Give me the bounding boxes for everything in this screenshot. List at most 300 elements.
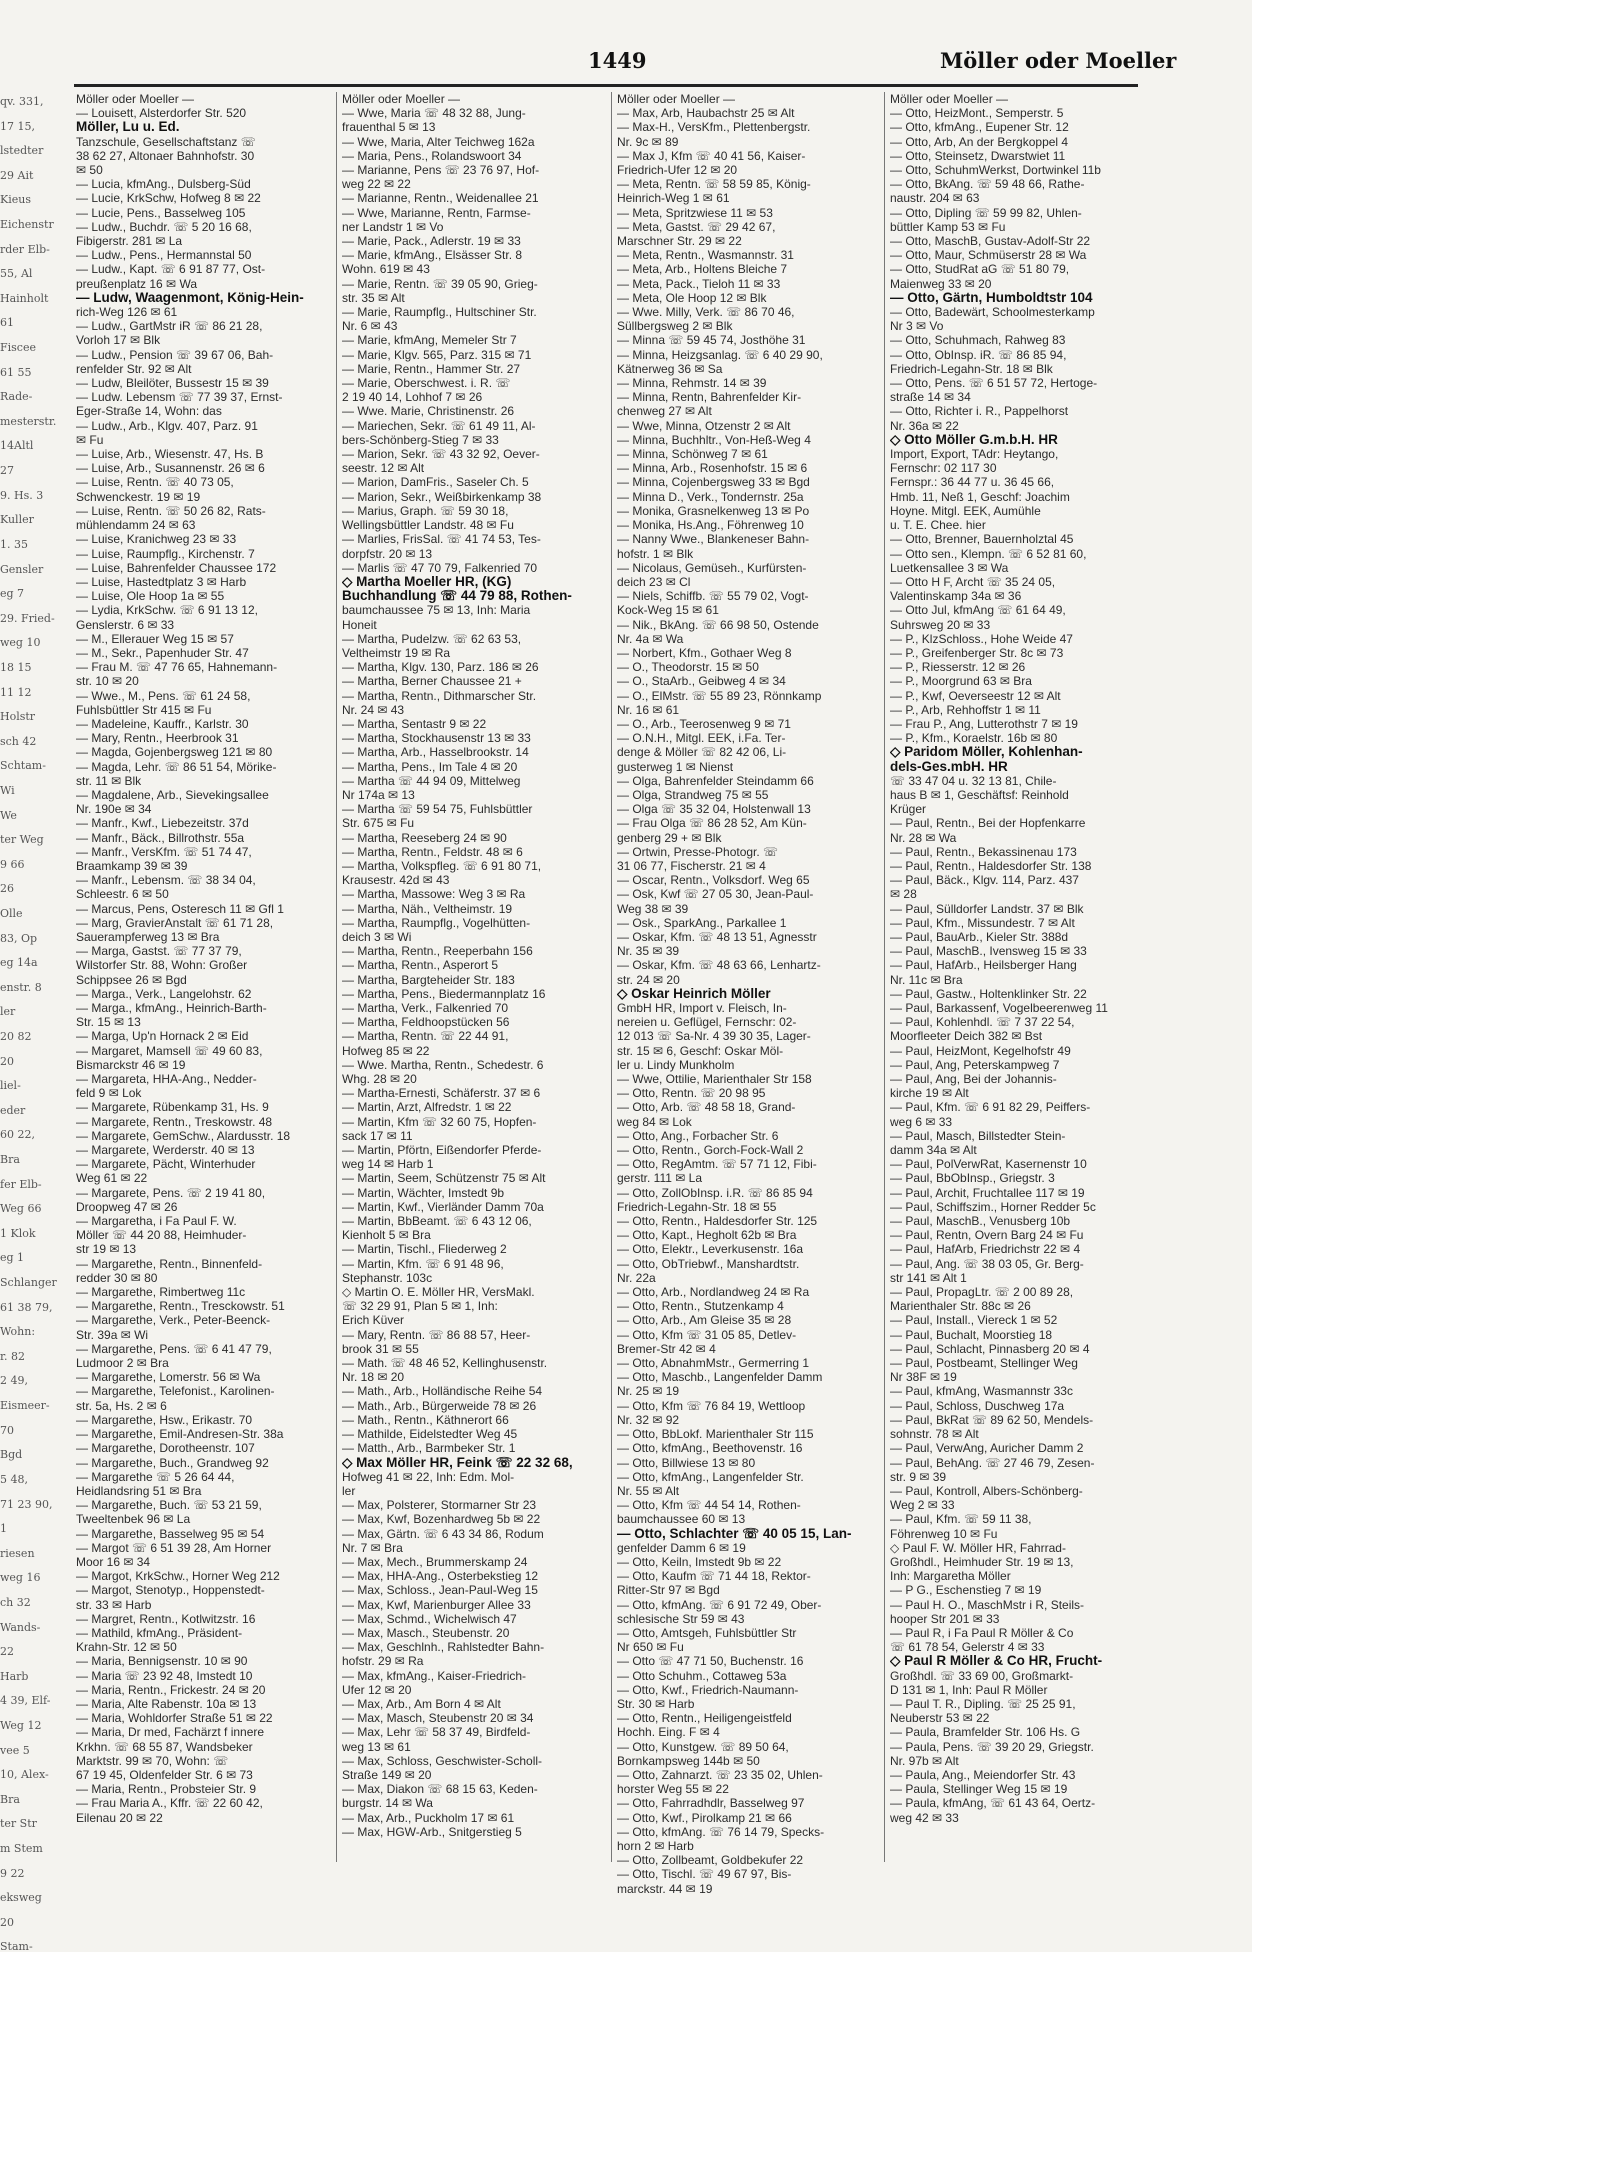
directory-entry: Nr 3 ✉ Vo xyxy=(890,319,944,334)
directory-entry: Großhdl. ☏ 33 69 00, Großmarkt- xyxy=(890,1668,1074,1683)
directory-entry: — Marie, Pack., Adlerstr. 19 ✉ 33 xyxy=(342,234,521,249)
directory-entry: — O., Arb., Teerosenweg 9 ✉ 71 xyxy=(617,716,791,731)
directory-entry: — Frau Maria A., Kffr. ☏ 22 60 42, xyxy=(76,1796,263,1811)
directory-entry: Krkhn. ☏ 68 55 87, Wandsbeker xyxy=(76,1739,253,1754)
directory-entry: — Ludw., GartMstr iR ☏ 86 21 28, xyxy=(76,319,263,334)
directory-entry: Hofweg 85 ✉ 22 xyxy=(342,1043,430,1058)
gutter-text: 20 xyxy=(0,1915,14,1929)
directory-entry: Ludmoor 2 ✉ Bra xyxy=(76,1356,169,1371)
directory-entry: Nr 650 ✉ Fu xyxy=(617,1640,684,1655)
directory-entry: — Otto, Schlachter ☏ 40 05 15, Lan- xyxy=(617,1526,852,1541)
directory-entry: — Maria, Pens., Rolandswoort 34 xyxy=(342,148,522,163)
directory-entry: — Otto, Richter i. R., Pappelhorst xyxy=(890,404,1069,419)
directory-entry: — Paul R, i Fa Paul R Möller & Co xyxy=(890,1625,1074,1640)
directory-entry: Nr. 18 ✉ 20 xyxy=(342,1370,405,1385)
gutter-text: Wands- xyxy=(0,1620,41,1634)
directory-entry: — Lucie, Pens., Basselweg 105 xyxy=(76,205,246,220)
directory-entry: — Paul, Kfm. ☏ 59 11 38, xyxy=(890,1512,1032,1527)
directory-entry: — Martin, Tischl., Fliederweg 2 xyxy=(342,1242,507,1257)
directory-entry: — Margarethe, Buch. ☏ 53 21 59, xyxy=(76,1498,262,1513)
directory-entry: Ufer 12 ✉ 20 xyxy=(342,1682,412,1697)
directory-entry: — Otto, kfmAng. ☏ 76 14 79, Specks- xyxy=(617,1824,825,1839)
directory-entry: — Math., Rentn., Käthnerort 66 xyxy=(342,1412,509,1427)
gutter-text: 10, Alex- xyxy=(0,1768,49,1782)
directory-entry: — Paul, HeizMont, Kegelhofstr 49 xyxy=(890,1043,1071,1058)
directory-entry: Krüger xyxy=(890,802,927,817)
directory-entry: — Otto ☏ 47 71 50, Buchenstr. 16 xyxy=(617,1654,804,1669)
directory-entry: Krausestr. 42d ✉ 43 xyxy=(342,873,450,888)
directory-entry: kirche 19 ✉ Alt xyxy=(890,1086,969,1101)
directory-entry: — Frau P., Ang, Lutterothstr 7 ✉ 19 xyxy=(890,716,1078,731)
directory-entry: Nr. 7 ✉ Bra xyxy=(342,1540,403,1555)
directory-entry: — Louisett, Alsterdorfer Str. 520 xyxy=(76,106,247,121)
directory-entry: — Otto, ZollObInsp. i.R. ☏ 86 85 94 xyxy=(617,1185,813,1200)
directory-entry: — Otto, Schuhmach, Rahweg 83 xyxy=(890,333,1066,348)
directory-entry: — Margarete, Werderstr. 40 ✉ 13 xyxy=(76,1143,255,1158)
directory-entry: sohnstr. 78 ✉ Alt xyxy=(890,1427,979,1442)
directory-entry: — Paul, Ang. ☏ 38 03 05, Gr. Berg- xyxy=(890,1256,1084,1271)
gutter-text: 60 22, xyxy=(0,1128,35,1142)
directory-entry: — Magda, Gojenbergsweg 121 ✉ 80 xyxy=(76,745,273,760)
gutter-text: 55, Al xyxy=(0,267,33,281)
directory-entry: — Max-H., VersKfm., Plettenbergstr. xyxy=(617,120,811,135)
directory-entry: — Osk., SparkAng., Parkallee 1 xyxy=(617,915,787,930)
directory-entry: — Paula, Ang., Meiendorfer Str. 43 xyxy=(890,1767,1076,1782)
directory-entry: — O.N.H., Mitgl. EEK, i.Fa. Ter- xyxy=(617,731,786,746)
directory-entry: horster Weg 55 ✉ 22 xyxy=(617,1782,729,1797)
directory-entry: — Paul, Barkassenf, Vogelbeerenweg 11 xyxy=(890,1001,1108,1015)
directory-entry: — Otto, Rentn., Haldesdorfer Str. 125 xyxy=(617,1214,818,1229)
gutter-text: Stam- xyxy=(0,1940,33,1952)
directory-entry: — P G., Eschenstieg 7 ✉ 19 xyxy=(890,1583,1042,1598)
directory-entry: 38 62 27, Altonaer Bahnhofstr. 30 xyxy=(76,148,255,163)
directory-entry: — Otto, Elektr., Leverkusenstr. 16a xyxy=(617,1242,804,1257)
directory-entry: — Martha, Rentn. ☏ 22 44 91, xyxy=(342,1029,509,1044)
directory-entry: Straße 149 ✉ 20 xyxy=(342,1767,432,1782)
directory-entry: Nr. 35 ✉ 39 xyxy=(617,944,680,959)
directory-column-1 xyxy=(76,92,340,1825)
directory-entry: deich 23 ✉ Cl xyxy=(617,574,691,589)
directory-entry: — Otto, RegAmtm. ☏ 57 71 12, Fibi- xyxy=(617,1157,817,1172)
directory-entry: Eilenau 20 ✉ 22 xyxy=(76,1810,163,1825)
directory-entry: — Martin, Arzt, Alfredstr. 1 ✉ 22 xyxy=(342,1100,512,1115)
directory-entry: — Marga., Verk., Langelohstr. 62 xyxy=(76,986,252,1001)
directory-entry: weg 13 ✉ 61 xyxy=(342,1739,411,1754)
directory-entry: — Monika, Grasnelkenweg 13 ✉ Po xyxy=(617,503,810,518)
directory-entry: Möller oder Moeller — xyxy=(342,92,461,106)
gutter-text: ter Weg xyxy=(0,833,44,847)
gutter-text: We xyxy=(0,808,17,822)
directory-entry: — Ludw., Pens., Hermannstal 50 xyxy=(76,248,252,263)
directory-entry: seestr. 12 ✉ Alt xyxy=(342,461,425,476)
directory-entry: — Olga ☏ 35 32 04, Holstenwall 13 xyxy=(617,802,811,817)
directory-entry: — Otto, Keiln, Imstedt 9b ✉ 22 xyxy=(617,1554,782,1569)
directory-entry: Tanzschule, Gesellschaftstanz ☏ xyxy=(76,134,256,149)
directory-entry: Hoyne. Mitgl. EEK, Aumühle xyxy=(890,503,1041,518)
directory-entry: deich 3 ✉ Wi xyxy=(342,929,412,944)
directory-entry: — Luise, Rentn. ☏ 40 73 05, xyxy=(76,475,234,490)
directory-entry: — Mary, Rentn., Heerbrook 31 xyxy=(76,731,239,746)
directory-entry: Wellingsbüttler Landstr. 48 ✉ Fu xyxy=(342,518,514,533)
directory-entry: — Margarete, Rübenkamp 31, Hs. 9 xyxy=(76,1100,269,1115)
directory-entry: — Otto, Rentn., Stutzenkamp 4 xyxy=(617,1299,784,1314)
directory-entry: — Luise, Raumpflg., Kirchenstr. 7 xyxy=(76,546,255,561)
directory-entry: — Paul, Rentn., Bei der Hopfenkarre xyxy=(890,816,1086,831)
directory-entry: — Otto, Tischl. ☏ 49 67 97, Bis- xyxy=(617,1867,792,1882)
directory-entry: — Margarethe, Rentn., Tresckowstr. 51 xyxy=(76,1299,285,1314)
directory-entry: — Marius, Graph. ☏ 59 30 18, xyxy=(342,503,509,518)
directory-entry: Schippsee 26 ✉ Bgd xyxy=(76,972,187,987)
directory-entry: — Martha, Sentastr 9 ✉ 22 xyxy=(342,716,487,731)
directory-entry: Fuhlsbüttler Str 415 ✉ Fu xyxy=(76,702,212,717)
directory-entry: Nr. 32 ✉ 92 xyxy=(617,1412,680,1427)
directory-entry: Fernspr.: 36 44 77 u. 36 45 66, xyxy=(890,475,1055,490)
directory-entry: str. 33 ✉ Harb xyxy=(76,1597,152,1612)
gutter-text: eg 14a xyxy=(0,956,38,970)
directory-entry: — Martha ☏ 59 54 75, Fuhlsbüttler xyxy=(342,802,533,817)
directory-entry: — Otto, Rentn., Heiligengeistfeld xyxy=(617,1711,792,1726)
directory-entry: — Paul, PropagLtr. ☏ 2 00 89 28, xyxy=(890,1285,1074,1300)
gutter-text: Hainholt xyxy=(0,291,49,305)
directory-entry: — Max, HGW-Arb., Snitgerstieg 5 xyxy=(342,1824,522,1839)
directory-entry: — Paul, Rentn., Bekassinenau 173 xyxy=(890,844,1077,859)
gutter-text: 29 Ait xyxy=(0,168,34,182)
directory-entry: — Martha, Pens., Im Tale 4 ✉ 20 xyxy=(342,759,518,774)
directory-entry: — Paul, VerwAng, Auricher Damm 2 xyxy=(890,1441,1084,1456)
directory-entry: 31 06 77, Fischerstr. 21 ✉ 4 xyxy=(617,858,766,873)
directory-entry: damm 34a ✉ Alt xyxy=(890,1143,977,1158)
directory-entry: — Martha, Feldhoopstücken 56 xyxy=(342,1015,510,1030)
gutter-text: eder xyxy=(0,1103,26,1117)
directory-entry: — Minna, Schönweg 7 ✉ 61 xyxy=(617,447,768,462)
directory-entry: — Maria, Rentn., Frickestr. 24 ✉ 20 xyxy=(76,1682,266,1697)
directory-entry: — Mathilde, Eidelstedter Weg 45 xyxy=(342,1427,518,1442)
directory-entry: — Otto, StudRat aG ☏ 51 80 79, xyxy=(890,262,1070,277)
directory-entry: — Math. ☏ 48 46 52, Kellinghusenstr. xyxy=(342,1356,548,1371)
directory-entry: — Oskar, Kfm. ☏ 48 63 66, Lenhartz- xyxy=(617,958,821,973)
gutter-text: mesterstr. xyxy=(0,414,57,428)
directory-entry: — Max, Schmd., Wichelwisch 47 xyxy=(342,1611,517,1626)
directory-column-2 xyxy=(342,92,606,1839)
directory-column-3 xyxy=(617,92,881,1896)
directory-entry: horn 2 ✉ Harb xyxy=(617,1838,694,1853)
directory-entry: Droopweg 47 ✉ 26 xyxy=(76,1199,178,1214)
directory-entry: — Luise, Ole Hoop 1a ✉ 55 xyxy=(76,589,225,604)
directory-entry: Bornkampsweg 144b ✉ 50 xyxy=(617,1753,760,1768)
directory-entry: Möller oder Moeller — xyxy=(76,92,195,106)
directory-entry: — Marie, Oberschwest. i. R. ☏ xyxy=(342,376,511,391)
directory-entry: — Minna, Heizgsanlag. ☏ 6 40 29 90, xyxy=(617,347,823,362)
directory-entry: — Otto, HeizMont., Semperstr. 5 xyxy=(890,106,1064,121)
directory-entry: — Matth., Arb., Barmbeker Str. 1 xyxy=(342,1441,516,1456)
directory-entry: — Otto, Badewärt, Schoolmesterkamp xyxy=(890,305,1095,320)
directory-entry: — P., Arb, Rehhoffstr 1 ✉ 11 xyxy=(890,702,1041,717)
directory-entry: ler u. Lindy Munkholm xyxy=(617,1057,735,1072)
directory-entry: — Paul, Archit, Fruchtallee 117 ✉ 19 xyxy=(890,1185,1085,1200)
directory-entry: burgstr. 14 ✉ Wa xyxy=(342,1796,433,1811)
directory-entry: — M., Ellerauer Weg 15 ✉ 57 xyxy=(76,631,234,646)
directory-entry: schlesische Str 59 ✉ 43 xyxy=(617,1611,745,1626)
directory-entry: — Lucie, KrkSchw, Hofweg 8 ✉ 22 xyxy=(76,191,261,206)
directory-entry: — Martha, Raumpflg., Vogelhütten- xyxy=(342,915,531,930)
directory-entry: — Monika, Hs.Ang., Föhrenweg 10 xyxy=(617,518,804,533)
directory-entry: — Wwe. Milly, Verk. ☏ 86 70 46, xyxy=(617,305,795,320)
directory-entry: gusterweg 1 ✉ Nienst xyxy=(617,759,734,774)
gutter-text: 18 15 xyxy=(0,660,32,674)
directory-entry: — Martha, Massowe: Weg 3 ✉ Ra xyxy=(342,887,526,902)
directory-entry: Nr. 25 ✉ 19 xyxy=(617,1384,680,1399)
directory-entry: str. 24 ✉ 20 xyxy=(617,972,680,987)
directory-entry: — Ludw., Buchdr. ☏ 5 20 16 68, xyxy=(76,219,252,234)
directory-entry: — Otto, Maur, Schmüserstr 28 ✉ Wa xyxy=(890,248,1087,263)
directory-entry: — Max, Polsterer, Stormarner Str 23 xyxy=(342,1498,537,1513)
directory-entry: — Otto H F, Archt ☏ 35 24 05, xyxy=(890,574,1056,589)
directory-entry: — Maria, Dr med, Fachärzt f innere xyxy=(76,1725,265,1740)
directory-entry: — Marie, kfmAng., Elsässer Str. 8 xyxy=(342,248,523,263)
directory-entry: — Paul, Sülldorfer Landstr. 37 ✉ Blk xyxy=(890,901,1084,916)
directory-entry: — Ludw. Lebensm ☏ 77 39 37, Ernst- xyxy=(76,390,283,405)
directory-entry: — Marlis ☏ 47 70 79, Falkenried 70 xyxy=(342,560,538,575)
gutter-text: liel- xyxy=(0,1079,21,1093)
directory-entry: Marktstr. 99 ✉ 70, Wohn: ☏ xyxy=(76,1753,229,1768)
gutter-text: Weg 12 xyxy=(0,1718,42,1732)
gutter-text: 61 55 xyxy=(0,365,32,379)
directory-entry: — Paul, Kontroll, Albers-Schönberg- xyxy=(890,1483,1083,1498)
directory-entry: — Max, Gärtn. ☏ 6 43 34 86, Rodum xyxy=(342,1526,544,1541)
directory-entry: Möller oder Moeller — xyxy=(890,92,1009,106)
gutter-text: Harb xyxy=(0,1669,29,1683)
directory-entry: — Nik., BkAng. ☏ 66 98 50, Ostende xyxy=(617,617,819,632)
directory-entry: — Maria, Wohldorfer Straße 51 ✉ 22 xyxy=(76,1711,273,1726)
directory-entry: — Martha, Arb., Hasselbrookstr. 14 xyxy=(342,745,529,760)
directory-entry: — Marion, Sekr., Weißbirkenkamp 38 xyxy=(342,489,542,504)
directory-entry: Nr. 16 ✉ 61 xyxy=(617,702,680,717)
directory-entry: Genslerstr. 6 ✉ 33 xyxy=(76,617,175,632)
directory-entry: Nr 38F ✉ 19 xyxy=(890,1370,957,1385)
directory-entry: — Margaretha, i Fa Paul F. W. xyxy=(76,1214,237,1229)
directory-entry: — Wwe. Martha, Rentn., Schedestr. 6 xyxy=(342,1057,544,1072)
directory-entry: — Meta, Arb., Holtens Bleiche 7 xyxy=(617,262,788,277)
directory-entry: — Otto, Dipling ☏ 59 99 82, Uhlen- xyxy=(890,205,1082,220)
directory-entry: Nr. 9c ✉ 89 xyxy=(617,134,679,149)
directory-entry: — Margarethe, Dorotheenstr. 107 xyxy=(76,1441,255,1456)
directory-entry: — Max, Schloss, Geschwister-Scholl- xyxy=(342,1753,543,1768)
gutter-text: Weg 66 xyxy=(0,1202,42,1216)
page-number: 1449 xyxy=(588,48,647,73)
directory-entry: — Magda, Lehr. ☏ 86 51 54, Mörike- xyxy=(76,759,277,774)
directory-entry: — Otto, Kfm ☏ 76 84 19, Wettloop xyxy=(617,1398,806,1413)
directory-entry: ◇ Paul R Möller & Co HR, Frucht- xyxy=(890,1654,1103,1669)
directory-entry: — Luise, Bahrenfelder Chaussee 172 xyxy=(76,560,277,575)
directory-entry: — Minna, Arb., Rosenhofstr. 15 ✉ 6 xyxy=(617,461,808,476)
directory-entry: Moor 16 ✉ 34 xyxy=(76,1554,151,1569)
directory-entry: Weg 61 ✉ 22 xyxy=(76,1171,148,1186)
gutter-text: eg 7 xyxy=(0,587,25,601)
directory-entry: — Margarethe, Telefonist., Karolinen- xyxy=(76,1384,275,1399)
directory-entry: büttler Kamp 53 ✉ Fu xyxy=(890,219,1006,234)
gutter-text: ter Str xyxy=(0,1817,37,1831)
directory-entry: — Paul, Buchalt, Moorstieg 18 xyxy=(890,1327,1053,1342)
directory-entry: Nr. 24 ✉ 43 xyxy=(342,702,405,717)
directory-entry: — Paul, Kohlenhdl. ☏ 7 37 22 54, xyxy=(890,1015,1075,1030)
directory-entry: — Paul, Kfm. ☏ 6 91 82 29, Peiffers- xyxy=(890,1100,1091,1115)
directory-entry: renfelder Str. 92 ✉ Alt xyxy=(76,361,192,376)
directory-entry: Ritter-Str 97 ✉ Bgd xyxy=(617,1583,720,1598)
directory-entry: — Paul, MaschB., Venusberg 10b xyxy=(890,1214,1071,1229)
directory-entry: str. 10 ✉ 20 xyxy=(76,674,139,689)
directory-entry: — Ludw., Kapt. ☏ 6 91 87 77, Ost- xyxy=(76,262,266,277)
directory-entry: rich-Weg 126 ✉ 61 xyxy=(76,305,178,320)
directory-entry: — Ludw., Pension ☏ 39 67 06, Bah- xyxy=(76,347,274,362)
gutter-text: 11 12 xyxy=(0,685,32,699)
gutter-text: 27 xyxy=(0,464,14,478)
directory-entry: — Martha, Verk., Falkenried 70 xyxy=(342,1001,509,1015)
directory-entry: — Paul, Masch, Billstedter Stein- xyxy=(890,1128,1066,1143)
directory-entry: Vorloh 17 ✉ Blk xyxy=(76,333,161,348)
directory-entry: — Ludw, Waagenmont, König-Hein- xyxy=(76,290,304,305)
gutter-text: Gensler xyxy=(0,562,44,576)
directory-entry: — Martha, Reeseberg 24 ✉ 90 xyxy=(342,830,507,845)
directory-entry: Moorfleeter Deich 382 ✉ Bst xyxy=(890,1029,1043,1044)
directory-entry: Buchhandlung ☏ 44 79 88, Rothen- xyxy=(342,589,572,604)
directory-entry: Friedrich-Legahn-Str. 18 ✉ 55 xyxy=(617,1199,777,1214)
gutter-text: 61 38 79, xyxy=(0,1300,53,1314)
directory-entry: brook 31 ✉ 55 xyxy=(342,1341,419,1356)
directory-entry: — Margarethe, Lomerstr. 56 ✉ Wa xyxy=(76,1370,261,1385)
directory-entry: — Oscar, Rentn., Volksdorf. Weg 65 xyxy=(617,873,810,888)
directory-entry: — Margarethe, Pens. ☏ 6 41 47 79, xyxy=(76,1341,272,1356)
directory-entry: — Otto, kfmAng. ☏ 6 91 72 49, Ober- xyxy=(617,1597,822,1612)
directory-entry: — Max, kfmAng., Kaiser-Friedrich- xyxy=(342,1668,527,1683)
directory-entry: — Otto, Arb. ☏ 48 58 18, Grand- xyxy=(617,1100,796,1115)
gutter-text: Wohn: xyxy=(0,1325,36,1339)
directory-entry: — Margarete, Rentn., Treskowstr. 48 xyxy=(76,1114,273,1129)
gutter-text: 1. 35 xyxy=(0,537,28,551)
directory-entry: denge & Möller ☏ 82 42 06, Li- xyxy=(617,745,787,760)
directory-entry: — Paula, Stellinger Weg 15 ✉ 19 xyxy=(890,1782,1068,1797)
directory-entry: — Marga., kfmAng., Heinrich-Barth- xyxy=(76,1001,267,1015)
directory-entry: Nr. 190e ✉ 34 xyxy=(76,802,152,817)
directory-entry: ◇ Otto Möller G.m.b.H. HR xyxy=(890,432,1058,447)
gutter-text: lstedter xyxy=(0,144,44,158)
directory-entry: Schwenckestr. 19 ✉ 19 xyxy=(76,489,201,504)
directory-entry: — Otto, Billwiese 13 ✉ 80 xyxy=(617,1455,756,1470)
directory-entry: str. 11 ✉ Blk xyxy=(76,773,142,788)
directory-entry: — Wwe, Minna, Otzenstr 2 ✉ Alt xyxy=(617,418,791,433)
directory-entry: gerstr. 111 ✉ La xyxy=(617,1171,702,1186)
directory-entry: — Otto, Kaufm ☏ 71 44 18, Rektor- xyxy=(617,1569,811,1584)
directory-entry: Fernschr: 02 117 30 xyxy=(890,461,997,476)
gutter-text: fer Elb- xyxy=(0,1177,42,1191)
directory-entry: Sauerampferweg 13 ✉ Bra xyxy=(76,929,220,944)
directory-entry: — Otto, Steinsetz, Dwarstwiet 11 xyxy=(890,148,1066,163)
directory-entry: — Otto, Kunstgew. ☏ 89 50 64, xyxy=(617,1739,789,1754)
directory-entry: — Margot ☏ 6 51 39 28, Am Horner xyxy=(76,1540,272,1555)
directory-entry: — Maria ☏ 23 92 48, Imstedt 10 xyxy=(76,1668,253,1683)
gutter-text: Kuller xyxy=(0,513,34,527)
directory-entry: Braamkamp 39 ✉ 39 xyxy=(76,858,188,873)
gutter-text: 14Altl xyxy=(0,439,34,453)
directory-entry: — Paul, Schloss, Duschweg 17a xyxy=(890,1398,1065,1413)
directory-entry: — Max, Geschlnh., Rahlstedter Bahn- xyxy=(342,1640,545,1655)
directory-entry: — Max, Schloss., Jean-Paul-Weg 15 xyxy=(342,1583,538,1598)
directory-entry: — Martha, Pens., Biedermannplatz 16 xyxy=(342,986,546,1001)
directory-entry: Hofweg 41 ✉ 22, Inh: Edm. Mol- xyxy=(342,1469,515,1484)
directory-entry: — Nanny Wwe., Blankeneser Bahn- xyxy=(617,532,810,547)
directory-entry: — Minna, Cojenbergsweg 33 ✉ Bgd xyxy=(617,475,810,490)
directory-entry: — Luise, Hastedtplatz 3 ✉ Harb xyxy=(76,574,247,589)
directory-entry: — Martha-Ernesti, Schäferstr. 37 ✉ 6 xyxy=(342,1086,541,1101)
directory-entry: ◇ Max Möller HR, Feink ☏ 22 32 68, xyxy=(342,1455,573,1470)
directory-entry: feld 9 ✉ Lok xyxy=(76,1086,142,1101)
directory-entry: — Otto, Arb., Nordlandweg 24 ✉ Ra xyxy=(617,1285,810,1300)
directory-entry: — Paul, HafArb, Friedrichstr 22 ✉ 4 xyxy=(890,1242,1081,1257)
directory-entry: Weg 38 ✉ 39 xyxy=(617,901,689,916)
directory-entry: — Otto, ObInsp. iR. ☏ 86 85 94, xyxy=(890,347,1067,362)
gutter-text: ler xyxy=(0,1005,16,1019)
directory-entry: — Otto, AbnahmMstr., Germerring 1 xyxy=(617,1356,810,1371)
gutter-text: Eismeer- xyxy=(0,1399,50,1413)
directory-entry: — Marianne, Rentn., Weidenallee 21 xyxy=(342,191,539,206)
gutter-text: rder Elb- xyxy=(0,242,50,256)
directory-entry: — Paula, Bramfelder Str. 106 Hs. G xyxy=(890,1725,1081,1740)
gutter-text: Fiscee xyxy=(0,341,36,355)
column-divider xyxy=(611,92,612,1862)
directory-entry: ✉ 50 xyxy=(76,163,103,178)
directory-entry: weg 84 ✉ Lok xyxy=(617,1114,692,1129)
directory-entry: — Olga, Bahrenfelder Steindamm 66 xyxy=(617,773,814,788)
gutter-text: 2 49, xyxy=(0,1374,28,1388)
directory-entry: — M., Sekr., Papenhuder Str. 47 xyxy=(76,645,249,660)
directory-entry: naustr. 204 ✉ 63 xyxy=(890,191,980,206)
directory-entry: ☏ 32 29 91, Plan 5 ✉ 1, Inh: xyxy=(342,1299,498,1314)
directory-entry: — Otto, BbLokf. Marienthaler Str 115 xyxy=(617,1427,814,1442)
directory-entry: — Nicolaus, Gemüseh., Kurfürsten- xyxy=(617,560,807,575)
directory-entry: Wohn. 619 ✉ 43 xyxy=(342,262,430,277)
gutter-text: weg 10 xyxy=(0,636,41,650)
directory-entry: — Luise, Arb., Wiesenstr. 47, Hs. B xyxy=(76,447,264,462)
directory-entry: — Meta, Gastst. ☏ 29 42 67, xyxy=(617,219,776,234)
directory-entry: — Max, HHA-Ang., Osterbekstieg 12 xyxy=(342,1569,539,1584)
directory-entry: Heinrich-Weg 1 ✉ 61 xyxy=(617,191,730,206)
directory-entry: — Paul, Kfm., Missundestr. 7 ✉ Alt xyxy=(890,915,1075,930)
directory-entry: — Math., Arb., Bürgerweide 78 ✉ 26 xyxy=(342,1398,537,1413)
directory-entry: — Margarethe, Rimbertweg 11c xyxy=(76,1285,246,1300)
directory-entry: Fibigerstr. 281 ✉ La xyxy=(76,234,183,249)
directory-entry: — Martha, Stockhausenstr 13 ✉ 33 xyxy=(342,731,531,746)
directory-entry: — Ludw., Arb., Klgv. 407, Parz. 91 xyxy=(76,418,258,433)
directory-entry: hooper Str 201 ✉ 33 xyxy=(890,1611,1000,1626)
gutter-text: eg 1 xyxy=(0,1251,25,1265)
directory-entry: — Meta, Rentn., Wasmannstr. 31 xyxy=(617,248,794,263)
directory-entry: — Marie, Rentn., Hammer Str. 27 xyxy=(342,361,521,376)
directory-entry: Neuberstr 53 ✉ 22 xyxy=(890,1711,990,1726)
directory-entry: — Paula, kfmAng, ☏ 61 43 64, Oertz- xyxy=(890,1796,1096,1811)
directory-entry: Nr. 4a ✉ Wa xyxy=(617,631,684,646)
gutter-text: 20 82 xyxy=(0,1030,32,1043)
directory-entry: — Marion, Sekr. ☏ 43 32 92, Oever- xyxy=(342,447,540,462)
directory-entry: ◇ Oskar Heinrich Möller xyxy=(617,986,771,1001)
directory-entry: — Martha, Rentn., Feldstr. 48 ✉ 6 xyxy=(342,844,523,859)
directory-entry: Wilstorfer Str. 88, Wohn: Großer xyxy=(76,958,248,973)
directory-entry: — Max, Kwf, Bozenhardweg 5b ✉ 22 xyxy=(342,1512,541,1527)
gutter-text: Schlanger xyxy=(0,1276,57,1290)
directory-entry: — Margarethe, Basselweg 95 ✉ 54 xyxy=(76,1526,265,1541)
directory-entry: ✉ Fu xyxy=(76,432,104,447)
directory-entry: Kätnerweg 36 ✉ Sa xyxy=(617,361,723,376)
directory-entry: — Otto, Gärtn, Humboldtstr 104 xyxy=(890,290,1093,305)
gutter-text: Olle xyxy=(0,906,23,920)
